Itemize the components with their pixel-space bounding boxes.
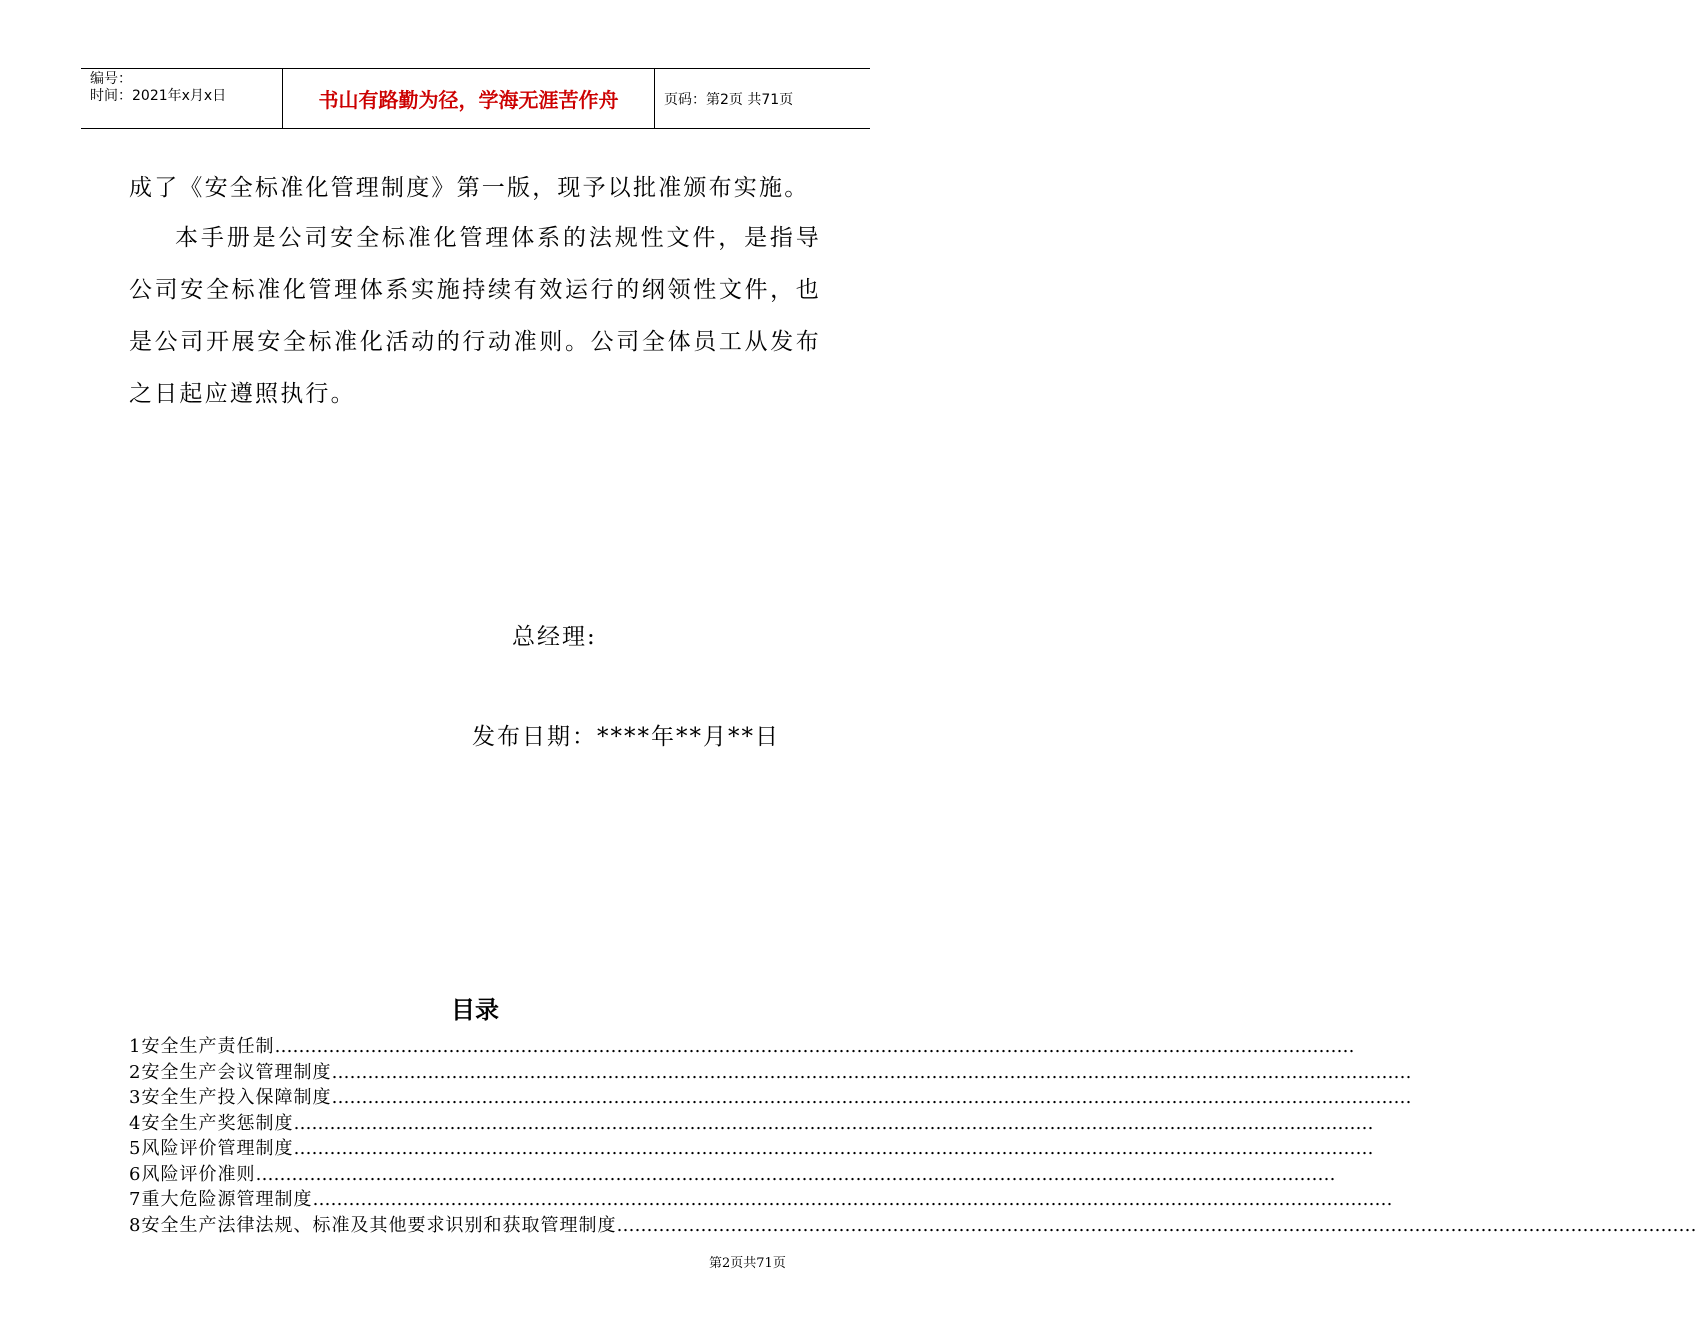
toc-leader-dots: ………………………………………………………………………………………………………………………………………………………………: [331, 1061, 1412, 1083]
toc-item-label: 6风险评价准则: [129, 1163, 256, 1185]
toc-item[interactable]: [129, 1134, 1374, 1160]
header-page-number: 页码：第2页 共71页: [664, 91, 794, 108]
toc-item-label: 4安全生产奖惩制度: [129, 1112, 294, 1134]
toc-item[interactable]: [129, 1160, 1336, 1186]
toc-leader-dots: ………………………………………………………………………………………………………………………………………………………………: [293, 1112, 1374, 1134]
toc-leader-dots: ………………………………………………………………………………………………………………………………………………………………: [312, 1189, 1393, 1210]
header-meta: [81, 69, 282, 128]
table-of-contents: [129, 1032, 1696, 1236]
toc-item[interactable]: [129, 1109, 1374, 1135]
document-number-label: 编号：: [90, 71, 132, 87]
toc-item[interactable]: [129, 1185, 1393, 1211]
toc-leader-dots: ………………………………………………………………………………………………………………………………………………………………: [331, 1087, 1412, 1108]
toc-title: 目录: [451, 996, 499, 1024]
page-header: [81, 68, 870, 129]
toc-item[interactable]: [129, 1058, 1412, 1084]
toc-item-label: 5风险评价管理制度: [129, 1138, 294, 1159]
header-motto: 书山有路勤为径，学海无涯苦作舟: [318, 88, 619, 112]
release-date: 发布日期：****年**月**日: [472, 724, 780, 750]
toc-item[interactable]: [129, 1211, 1696, 1237]
header-motto-cell: [282, 69, 655, 128]
toc-item-label: 1安全生产责任制: [129, 1036, 275, 1057]
header-page-cell: [655, 69, 870, 128]
toc-item-label: 2安全生产会议管理制度: [129, 1061, 332, 1083]
toc-leader-dots: ………………………………………………………………………………………………………………………………………………………………: [616, 1214, 1696, 1236]
body-paragraph-2: 本手册是公司安全标准化管理体系的法规性文件，是指导公司安全标准化管理体系实施持续有效运行的纲领性文件，也是公司开展安全标准化活动的行动准则。公司全体员工从发布之日起应遵照执行。: [129, 225, 821, 407]
document-time-label: 时间：2021年x月x日: [90, 88, 227, 104]
footer-page-number: 第2页共71页: [709, 1256, 786, 1271]
toc-leader-dots: ………………………………………………………………………………………………………………………………………………………………: [293, 1138, 1374, 1159]
toc-leader-dots: ………………………………………………………………………………………………………………………………………………………………: [274, 1036, 1355, 1057]
toc-item[interactable]: [129, 1032, 1355, 1058]
toc-leader-dots: ………………………………………………………………………………………………………………………………………………………………: [255, 1163, 1336, 1185]
toc-item-label: 3安全生产投入保障制度: [129, 1087, 332, 1108]
toc-item-label: 7重大危险源管理制度: [129, 1189, 313, 1210]
body-paragraph-1: 成了《安全标准化管理制度》第一版，现予以批准颁布实施。: [129, 175, 810, 201]
toc-item-label: 8安全生产法律法规、标准及其他要求识别和获取管理制度: [129, 1214, 617, 1236]
toc-item[interactable]: [129, 1083, 1412, 1109]
manager-signature-label: 总经理:: [512, 624, 597, 650]
